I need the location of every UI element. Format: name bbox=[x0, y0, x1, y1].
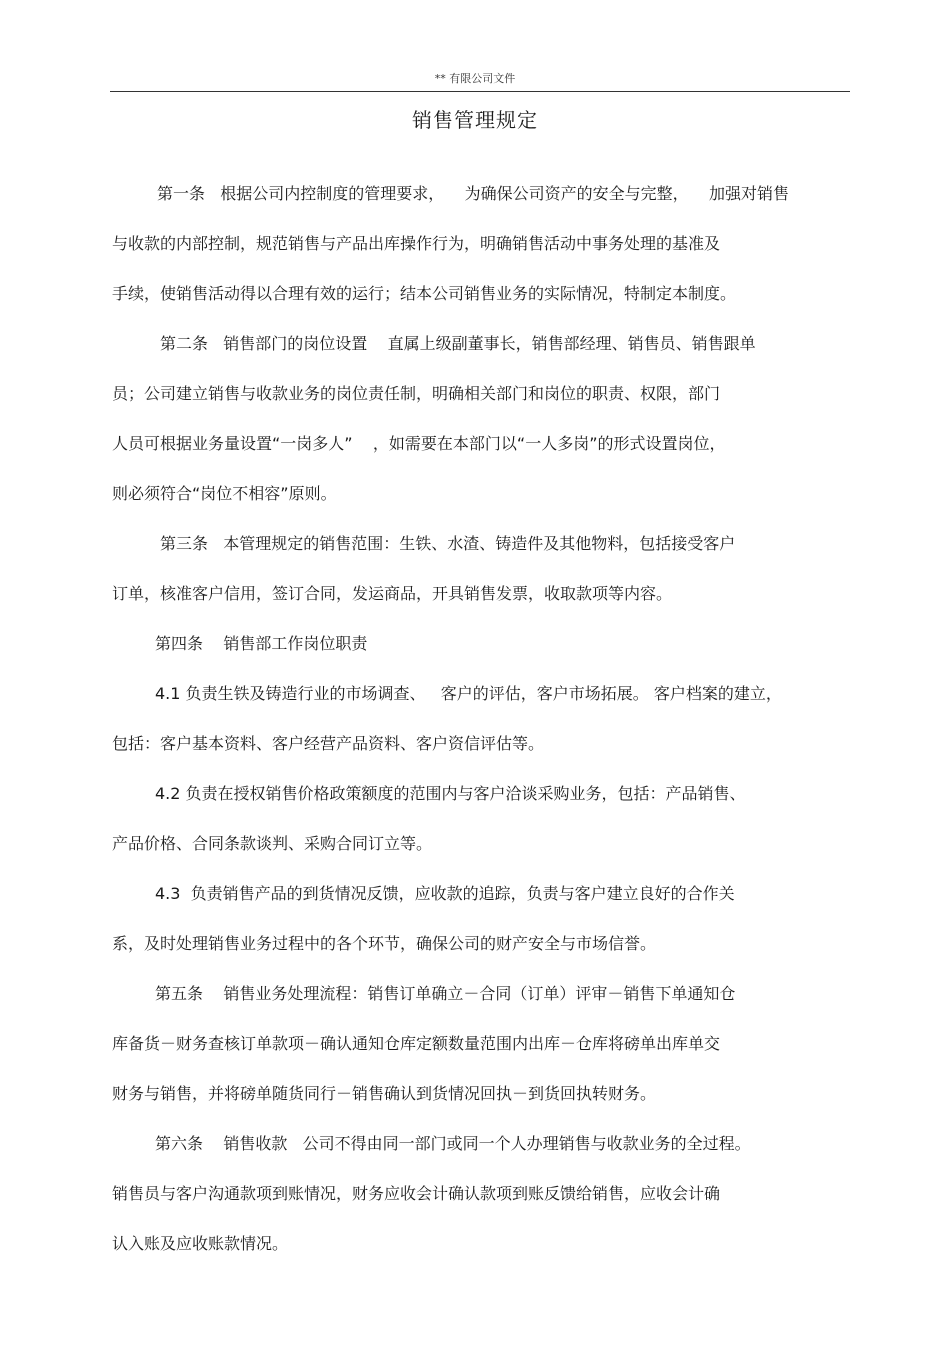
paragraph-line: 库备货－财务查核订单款项－确认通知仓库定额数量范围内出库－仓库将磅单出库单交 bbox=[112, 1034, 721, 1053]
paragraph-line: 订单，核准客户信用，签订合同，发运商品，开具销售发票，收取款项等内容。 bbox=[112, 584, 673, 603]
paragraph-line: 员；公司建立销售与收款业务的岗位责任制，明确相关部门和岗位的职责、权限，部门 bbox=[112, 384, 721, 403]
paragraph-line: 第一条 根据公司内控制度的管理要求， 为确保公司资产的安全与完整， 加强对销售 bbox=[157, 184, 789, 203]
paragraph-line: 包括：客户基本资料、客户经营产品资料、客户资信评估等。 bbox=[112, 734, 545, 753]
paragraph-line: 第三条 本管理规定的销售范围：生铁、水渣、铸造件及其他物料，包括接受客户 bbox=[160, 534, 736, 553]
paragraph-line: 销售员与客户沟通款项到账情况，财务应收会计确认款项到账反馈给销售，应收会计确 bbox=[112, 1184, 721, 1203]
document-title: 销售管理规定 bbox=[412, 108, 538, 132]
paragraph-line: 第六条 销售收款 公司不得由同一部门或同一个人办理销售与收款业务的全过程。 bbox=[155, 1134, 751, 1153]
paragraph-line: 第四条 销售部工作岗位职责 bbox=[155, 634, 368, 653]
document-header: ** 有限公司文件 bbox=[434, 72, 516, 85]
header-divider bbox=[110, 91, 850, 92]
paragraph-line: 系，及时处理销售业务过程中的各个环节，确保公司的财产安全与市场信誉。 bbox=[112, 934, 657, 953]
paragraph-line: 认入账及应收账款情况。 bbox=[112, 1234, 289, 1253]
paragraph-line: 产品价格、合同条款谈判、采购合同订立等。 bbox=[112, 834, 433, 853]
paragraph-line: 与收款的内部控制，规范销售与产品出库操作行为，明确销售活动中事务处理的基准及 bbox=[112, 234, 721, 253]
paragraph-line: 人员可根据业务量设置“一岗多人” ，如需要在本部门以“一人多岗”的形式设置岗位， bbox=[112, 434, 726, 453]
paragraph-line: 4.1 负责生铁及铸造行业的市场调查、 客户的评估，客户市场拓展。 客户档案的建立， bbox=[155, 684, 782, 703]
paragraph-line: 4.3 负责销售产品的到货情况反馈，应收款的追踪，负责与客户建立良好的合作关 bbox=[155, 884, 735, 903]
paragraph-line: 财务与销售，并将磅单随货同行－销售确认到货情况回执－到货回执转财务。 bbox=[112, 1084, 657, 1103]
paragraph-line: 第五条 销售业务处理流程：销售订单确立－合同（订单）评审－销售下单通知仓 bbox=[155, 984, 736, 1003]
paragraph-line: 手续，使销售活动得以合理有效的运行；结本公司销售业务的实际情况，特制定本制度。 bbox=[112, 284, 737, 303]
paragraph-line: 4.2 负责在授权销售价格政策额度的范围内与客户洽谈采购业务，包括：产品销售、 bbox=[155, 784, 746, 803]
paragraph-line: 则必须符合“岗位不相容”原则。 bbox=[112, 484, 337, 503]
paragraph-line: 第二条 销售部门的岗位设置 直属上级副董事长，销售部经理、销售员、销售跟单 bbox=[160, 334, 756, 353]
